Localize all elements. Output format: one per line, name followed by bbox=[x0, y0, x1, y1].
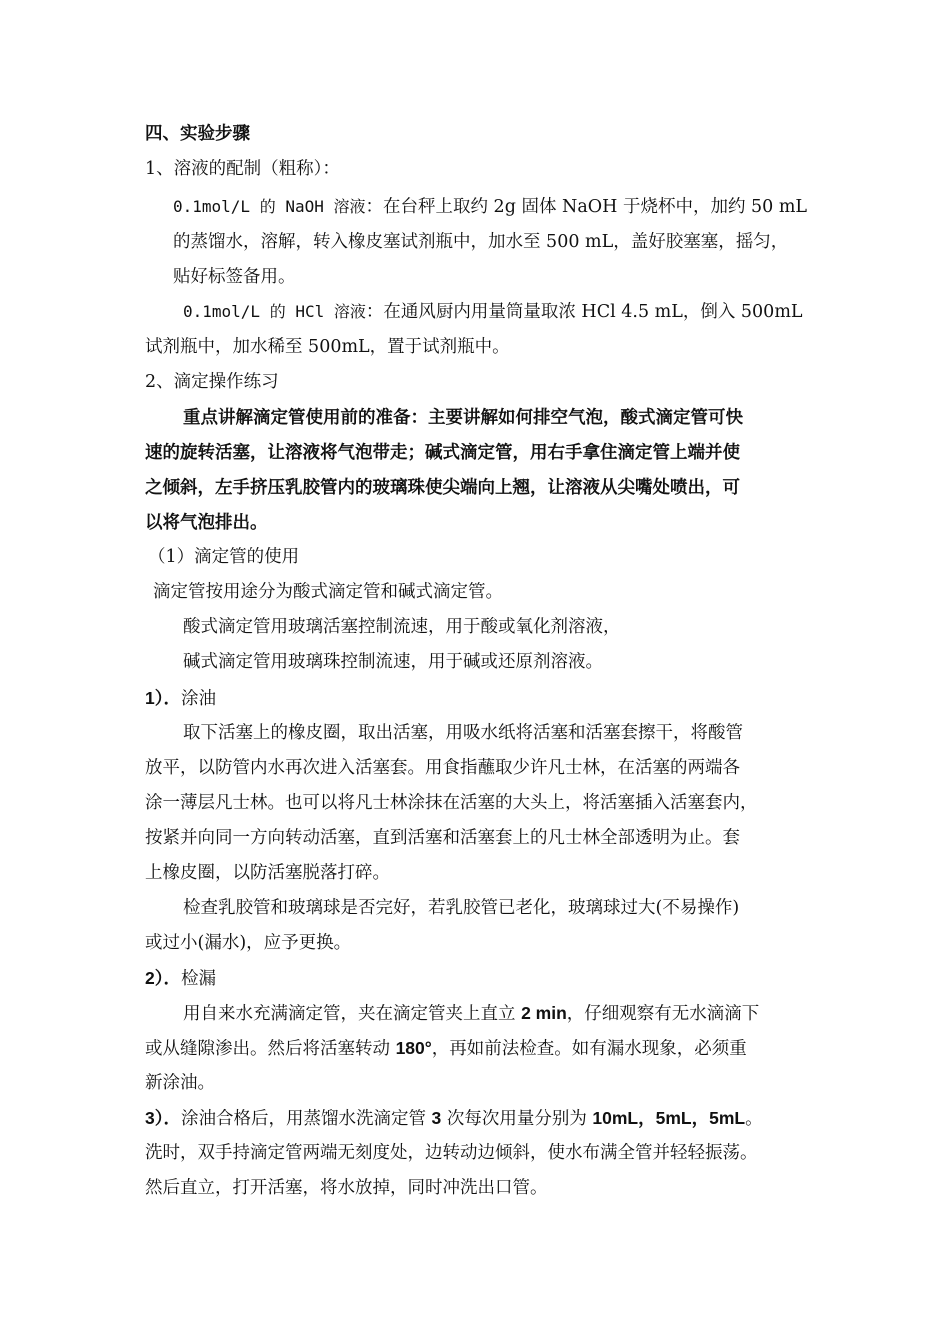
naoh-label: 0.1mol/L 的 NaOH 溶液 bbox=[173, 197, 366, 216]
hcl-label: 0.1mol/L 的 HCl 溶液 bbox=[183, 302, 366, 321]
base-burette: 碱式滴定管用玻璃珠控制流速，用于碱或还原剂溶液。 bbox=[183, 652, 603, 672]
hcl-line-1 bbox=[183, 300, 863, 324]
naoh-line-1 bbox=[173, 195, 853, 219]
acid-burette: 酸式滴定管用玻璃活塞控制流速，用于酸或氧化剂溶液， bbox=[183, 617, 621, 637]
burette-types: 滴定管按用途分为酸式滴定管和碱式滴定管。 bbox=[153, 582, 503, 602]
item3-line-1-a: 涂油合格后，用蒸馏水洗滴定管 bbox=[180, 1109, 432, 1129]
item1-para1-line-4: 按紧并向同一方向转动活塞，直到活塞和活塞套上的凡士林全部透明为止。套 bbox=[145, 828, 740, 848]
item2-duration: 2 min bbox=[521, 1003, 567, 1023]
step2-heading: 2、滴定操作练习 bbox=[145, 372, 279, 392]
naoh-line-3: 贴好标签备用。 bbox=[173, 267, 296, 287]
item3-count: 3 bbox=[431, 1108, 442, 1128]
item2-line-1-c: ，仔细观察有无水滴滴下 bbox=[566, 1004, 760, 1024]
item3-line-1-c: 次每次用量分别为 bbox=[441, 1109, 593, 1129]
item1-heading bbox=[145, 686, 825, 711]
item2-heading bbox=[145, 966, 825, 991]
item1-para1-line-3: 涂一薄层凡士林。也可以将凡士林涂抹在活塞的大头上，将活塞插入活塞套内， bbox=[145, 793, 758, 813]
item1-number: 1）． bbox=[145, 688, 181, 708]
item1-para1-line-5: 上橡皮圈，以防活塞脱落打碎。 bbox=[145, 863, 390, 883]
sub-heading-burette-use: （1）滴定管的使用 bbox=[148, 547, 300, 567]
item2-line-2-c: ，再如前法检查。如有漏水现象，必须重 bbox=[431, 1039, 747, 1059]
item1-para2-line-2: 或过小(漏水)，应予更换。 bbox=[145, 933, 352, 953]
item1-title: 涂油 bbox=[180, 689, 216, 709]
emphasis-line-3: 之倾斜，左手挤压乳胶管内的玻璃珠使尖端向上翘，让溶液从尖嘴处喷出，可 bbox=[145, 478, 740, 498]
naoh-line-2: 的蒸馏水，溶解，转入橡皮塞试剂瓶中，加水至 500 mL，盖好胶塞塞，摇匀， bbox=[173, 232, 789, 252]
item3-line-3: 然后直立，打开活塞，将水放掉，同时冲洗出口管。 bbox=[145, 1178, 548, 1198]
hcl-text-1: ：在通风厨内用量筒量取浓 HCl 4.5 mL，倒入 500mL bbox=[365, 302, 803, 322]
item2-angle: 180° bbox=[395, 1038, 432, 1058]
item1-para1-line-1: 取下活塞上的橡皮圈，取出活塞，用吸水纸将活塞和活塞套擦干，将酸管 bbox=[183, 723, 743, 743]
item2-line-2 bbox=[145, 1036, 825, 1061]
step1-heading: 1、溶液的配制（粗称）： bbox=[145, 159, 340, 179]
item3-line-2: 洗时，双手持滴定管两端无刻度处，边转动边倾斜，使水布满全管并轻轻振荡。 bbox=[145, 1143, 758, 1163]
item3-line-1-e: 。 bbox=[745, 1109, 763, 1129]
emphasis-line-2: 速的旋转活塞，让溶液将气泡带走；碱式滴定管，用右手拿住滴定管上端并使 bbox=[145, 443, 740, 463]
item3-number: 3）． bbox=[145, 1108, 181, 1128]
item1-para1-line-2: 放平，以防管内水再次进入活塞套。用食指蘸取少许凡士林，在活塞的两端各 bbox=[145, 758, 740, 778]
item2-number: 2）． bbox=[145, 968, 181, 988]
emphasis-line-1: 重点讲解滴定管使用前的准备：主要讲解如何排空气泡，酸式滴定管可快 bbox=[183, 408, 743, 428]
item2-line-1-a: 用自来水充满滴定管，夹在滴定管夹上直立 bbox=[183, 1004, 522, 1024]
item2-line-2-a: 或从缝隙渗出。然后将活塞转动 bbox=[145, 1039, 396, 1059]
emphasis-line-4: 以将气泡排出。 bbox=[145, 513, 268, 533]
item2-line-3: 新涂油。 bbox=[145, 1073, 215, 1093]
naoh-text-1: ：在台秤上取约 2g 固体 NaOH 于烧杯中，加约 50 mL bbox=[365, 197, 808, 217]
section-title: 四、实验步骤 bbox=[145, 124, 250, 144]
item1-para2-line-1: 检查乳胶管和玻璃球是否完好，若乳胶管已老化，玻璃球过大(不易操作) bbox=[183, 898, 740, 918]
item3-line-1 bbox=[145, 1106, 825, 1131]
item2-title: 检漏 bbox=[180, 969, 216, 989]
item3-volumes: 10mL，5mL，5mL bbox=[592, 1108, 746, 1128]
hcl-line-2: 试剂瓶中，加水稀至 500mL，置于试剂瓶中。 bbox=[145, 337, 510, 357]
item2-line-1 bbox=[183, 1001, 863, 1026]
